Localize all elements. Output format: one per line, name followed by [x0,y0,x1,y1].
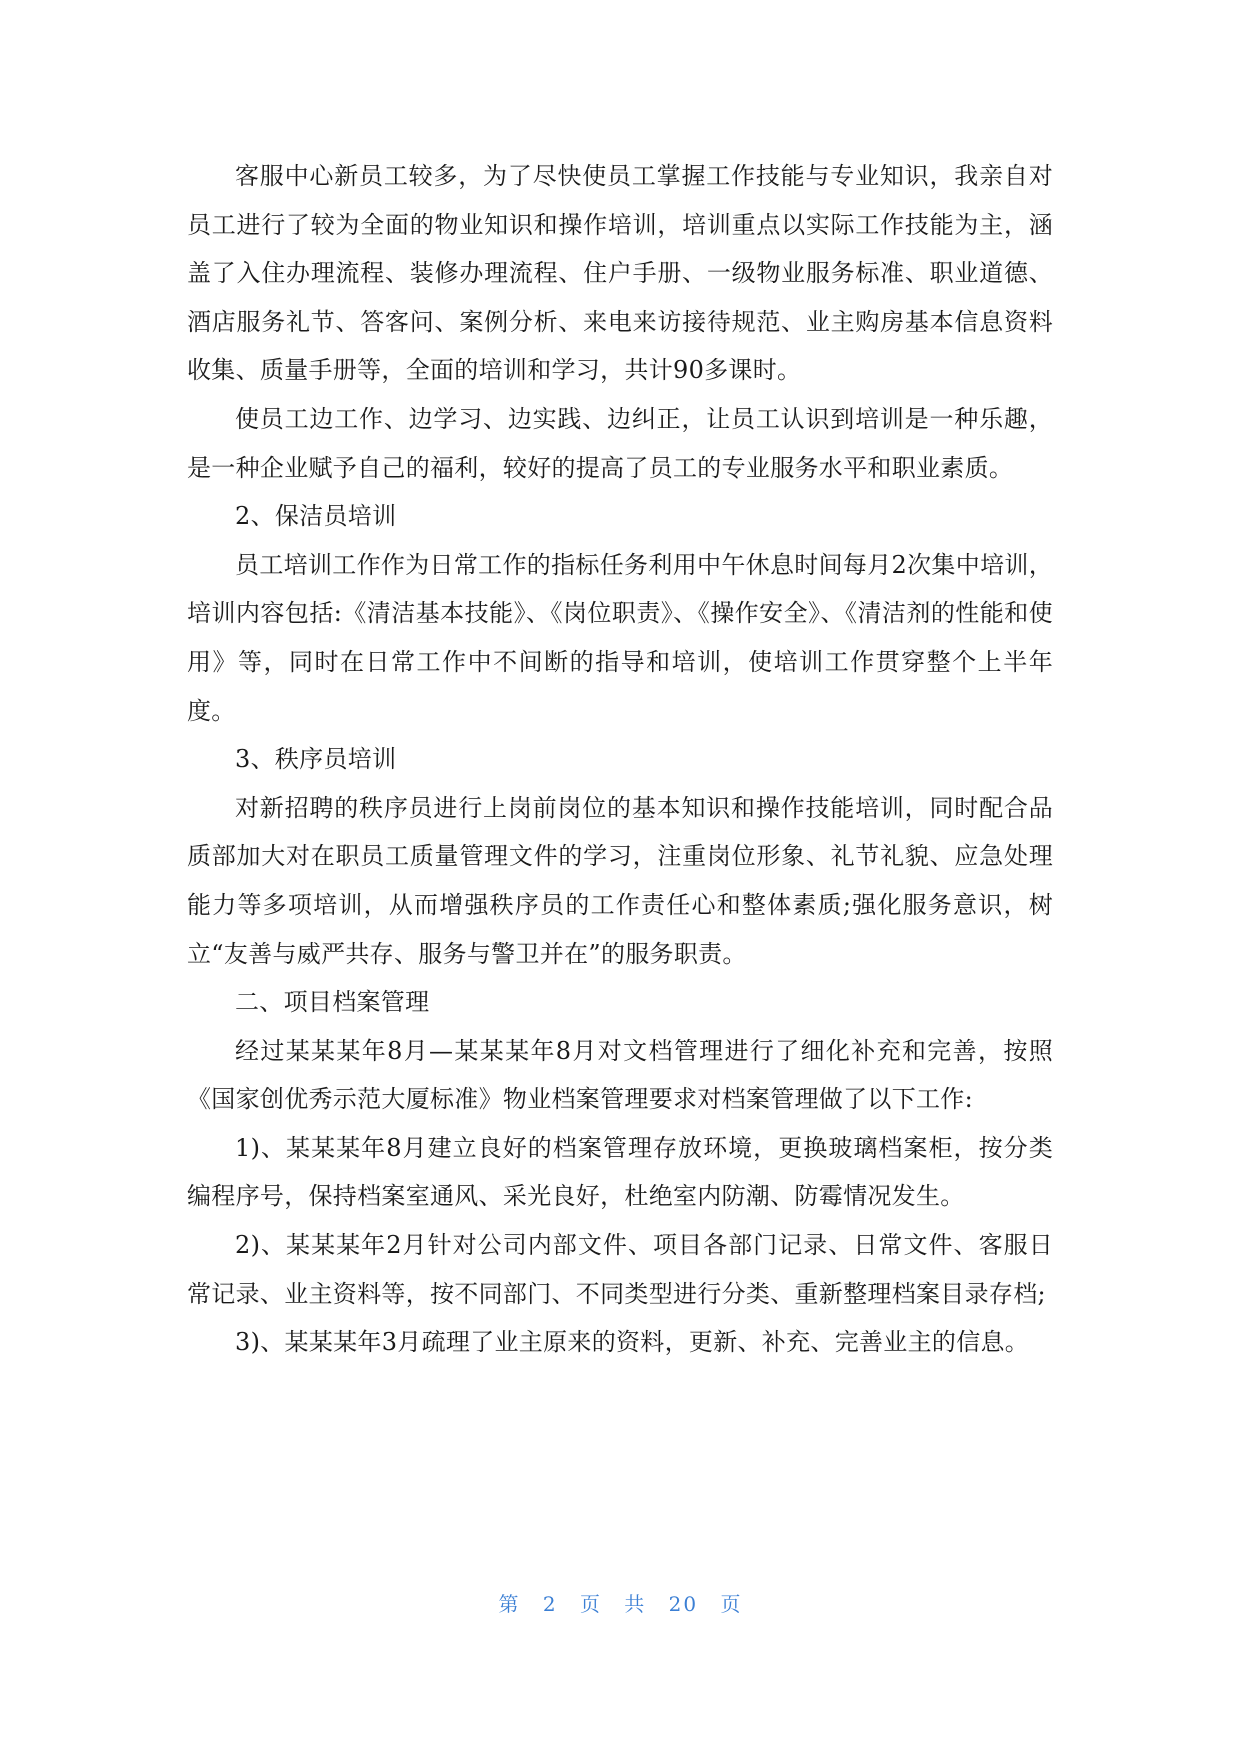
paragraph-customer-service-training: 客服中心新员工较多，为了尽快使员工掌握工作技能与专业知识，我亲自对员工进行了较为全面的物业知识和操作培训，培训重点以实际工作技能为主，涵盖了入住办理流程、装修办理流程、住户手册、一级物业服务标准、职业道德、酒店服务礼节、答客问、案例分析、来电来访接待规范、业主购房基本信息资料收集、质量手册等，全面的培训和学习，共计90多课时。 [187,162,1053,385]
list-item-archive-3: 3)、某某某年3月疏理了业主原来的资料，更新、补充、完善业主的信息。 [235,1328,1030,1357]
paragraph-security-training: 对新招聘的秩序员进行上岗前岗位的基本知识和操作技能培训，同时配合品质部加大对在职员工质量管理文件的学习，注重岗位形象、礼节礼貌、应急处理能力等多项培训，从而增强秩序员的工作责任心和整体素质;强化服务意识，树立“友善与威严共存、服务与警卫并在”的服务职责。 [187,793,1053,968]
heading-cleaner-training: 2、保洁员培训 [235,502,397,531]
paragraph-cleaner-training: 员工培训工作作为日常工作的指标任务利用中午休息时间每月2次集中培训，培训内容包括:《清洁基本技能》、《岗位职责》、《操作安全》、《清洁剂的性能和使用》等，同时在日常工作中不间断的指导和培训，使培训工作贯穿整个上半年度。 [187,550,1053,725]
page-footer [0,1588,1241,1617]
heading-security-training: 3、秩序员培训 [235,745,397,774]
paragraph-archive-intro: 经过某某某年8月—某某某年8月对文档管理进行了细化补充和完善，按照《国家创优秀示范大厦标准》物业档案管理要求对档案管理做了以下工作: [187,1036,1053,1114]
list-item-archive-1: 1)、某某某年8月建立良好的档案管理存放环境，更换玻璃档案柜，按分类编程序号，保持档案室通风、采光良好，杜绝室内防潮、防霉情况发生。 [187,1133,1053,1211]
page-number: 第 2 页 共 20 页 [498,1592,743,1616]
paragraph-training-outcome: 使员工边工作、边学习、边实践、边纠正，让员工认识到培训是一种乐趣，是一种企业赋予自己的福利，较好的提高了员工的专业服务水平和职业素质。 [187,404,1053,482]
document-body [187,152,1053,1367]
heading-archive-management: 二、项目档案管理 [235,988,430,1017]
list-item-archive-2: 2)、某某某年2月针对公司内部文件、项目各部门记录、日常文件、客服日常记录、业主资料等，按不同部门、不同类型进行分类、重新整理档案目录存档; [187,1231,1053,1308]
